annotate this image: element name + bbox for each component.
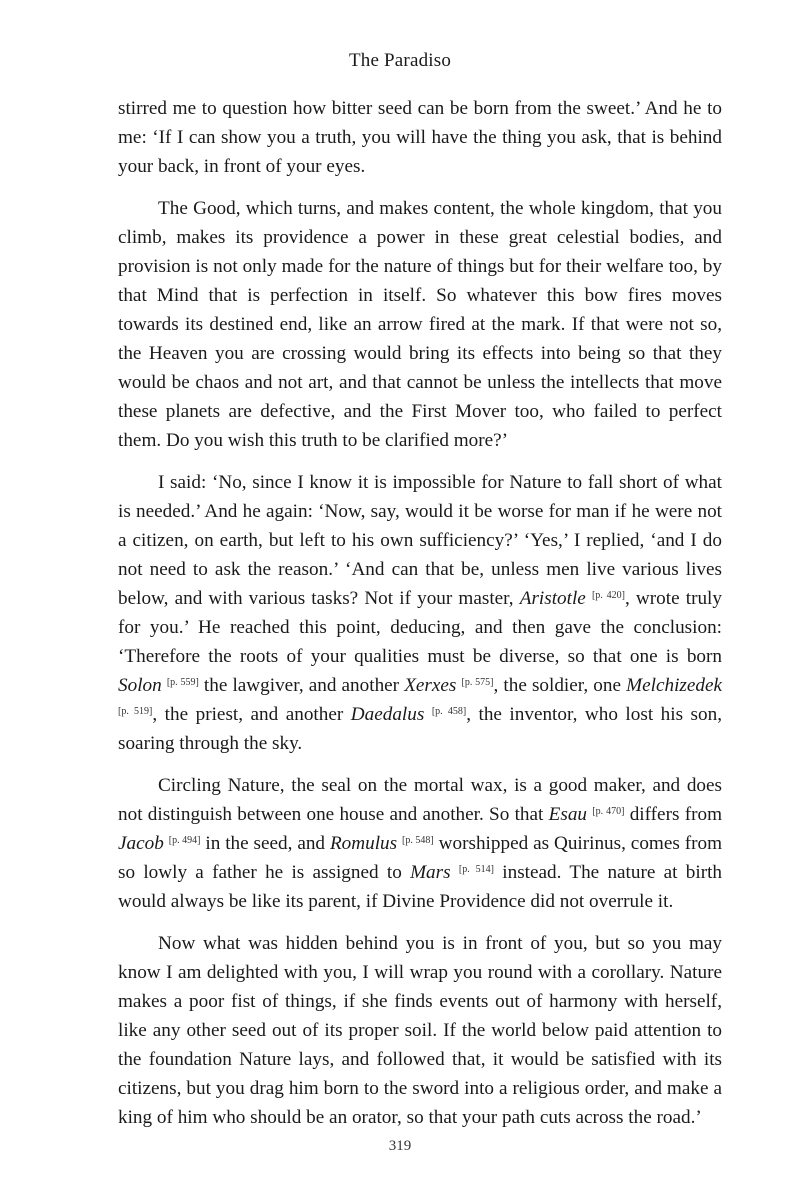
page-ref: [p. 458] bbox=[431, 706, 467, 717]
text-run: worshipped as Quirinus, comes from so lowly a father he is assigned to bbox=[118, 833, 723, 883]
page-ref: [p. 470] bbox=[592, 806, 625, 817]
paragraph-5 bbox=[118, 929, 722, 1132]
text-run: I said: ‘No, since I know it is impossible for Nature to fall short of what is needed.’ And he again: ‘Now, say, would it be worse for man if he were not a citizen, on earth, but left to his own sufficiency?’ ‘Yes,’ I replied, ‘and I do not need to ask the reason.’ ‘And can that be, unless men live various lives below, and with various tasks? Not if your master, bbox=[118, 472, 722, 609]
text-run: , the priest, and another bbox=[152, 704, 351, 725]
page-ref: [p. 519] bbox=[118, 706, 153, 717]
name-melchizedek: Melchizedek bbox=[626, 675, 723, 696]
text-run: , the inventor, who lost his son, soaring through the sky. bbox=[118, 704, 722, 754]
text-run: instead. The nature at birth would always be like its parent, if Divine Providence did not overrule it. bbox=[118, 862, 723, 912]
text-run: differs from bbox=[624, 804, 722, 825]
paragraph-4 bbox=[118, 771, 722, 916]
page-number: 319 bbox=[388, 1138, 412, 1154]
page-ref: [p. 494] bbox=[168, 835, 201, 846]
page-ref: [p. 575] bbox=[461, 677, 494, 688]
body-text bbox=[118, 94, 722, 1145]
text-run: The Good, which turns, and makes content, the whole kingdom, that you climb, makes its providence a power in these great celestial bodies, and provision is not only made for the nature of things but for their welfare too, by that Mind that is perfection in itself. So whatever this bow fires moves towards its destined end, like an arrow fired at the mark. If that were not so, the Heaven you are crossing would bring its effects into being so that they would be chaos and not art, and that cannot be unless the intellects that move these planets are defective, and the First Mover too, who failed to perfect them. Do you wish this truth to be clarified more?’ bbox=[118, 198, 722, 451]
name-solon: Solon bbox=[118, 675, 162, 696]
paragraph-1 bbox=[118, 94, 722, 181]
page-ref: [p. 559] bbox=[166, 677, 199, 688]
page-ref: [p. 514] bbox=[458, 864, 495, 875]
text-run: Circling Nature, the seal on the mortal wax, is a good maker, and does not distinguish between one house and another. So that bbox=[118, 775, 722, 825]
running-title: The Paradiso bbox=[348, 50, 452, 71]
name-jacob: Jacob bbox=[118, 833, 164, 854]
paragraph-2 bbox=[118, 194, 722, 455]
name-daedalus: Daedalus bbox=[350, 704, 425, 725]
text-run: the lawgiver, and another bbox=[198, 675, 405, 696]
text-run: in the seed, and bbox=[200, 833, 330, 854]
name-mars: Mars bbox=[410, 862, 451, 883]
name-aristotle: Aristotle bbox=[519, 588, 586, 609]
text-run: Now what was hidden behind you is in front of you, but so you may know I am delighted with you, I will wrap you round with a corollary. Nature makes a poor fist of things, if she finds events out of harmony with herself, like any other seed out of its proper soil. If the world below paid attention to the foundation Nature lays, and followed that, it would be satisfied with its citizens, but you drag him born to the sword into a religious order, and make a king of him who should be an orator, so that your path cuts across the road.’ bbox=[118, 933, 722, 1128]
page-ref: [p. 420] bbox=[591, 590, 625, 601]
name-esau: Esau bbox=[548, 804, 587, 825]
text-run: stirred me to question how bitter seed can be born from the sweet.’ And he to me: ‘If I can show you a truth, you will have the thing you ask, that is behind your back, in front of your eyes. bbox=[118, 98, 722, 177]
paragraph-3 bbox=[118, 468, 722, 758]
name-xerxes: Xerxes bbox=[404, 675, 457, 696]
name-romulus: Romulus bbox=[329, 833, 398, 854]
text-run: , wrote truly for you.’ He reached this point, deducing, and then gave the conclusion: ‘Therefore the roots of your qualities must be diverse, so that one is born bbox=[118, 588, 722, 667]
page-ref: [p. 548] bbox=[402, 835, 434, 846]
text-run: , the soldier, one bbox=[493, 675, 627, 696]
